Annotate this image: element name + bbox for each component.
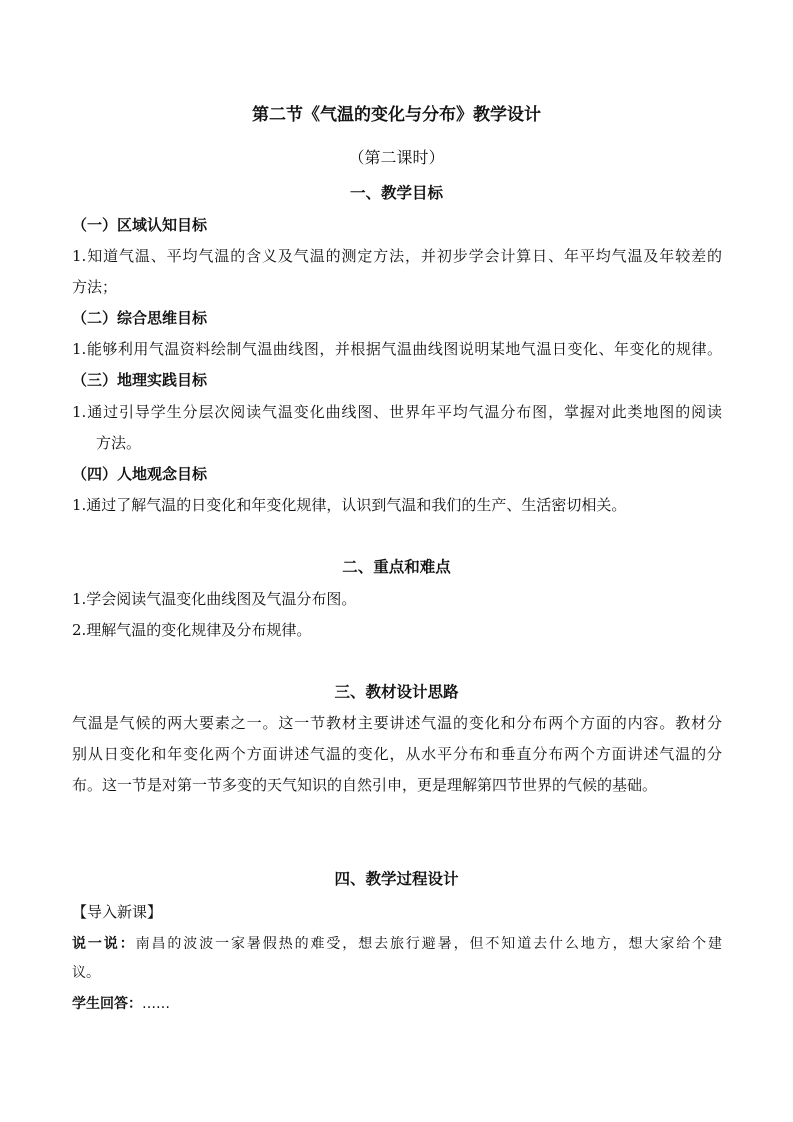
paragraph-line: 1.能够利用气温资料绘制气温曲线图，并根据气温曲线图说明某地气温日变化、年变化的规律。	[72, 340, 722, 358]
intro-label: 【导入新课】	[72, 903, 163, 921]
say-text: 南昌的波波一家暑假热的难受，想去旅行避暑，但不知道去什么地方，想大家给个建	[135, 936, 723, 952]
list-item: 2.理解气温的变化规律及分布规律。	[72, 621, 312, 639]
section-heading-process: 四、教学过程设计	[334, 869, 459, 888]
paragraph-line: 方法。	[96, 434, 142, 452]
say-paragraph-line	[72, 934, 722, 954]
say-lead: 说一说：	[72, 936, 136, 952]
subheading-geographic-practice: （三）地理实践目标	[72, 371, 208, 389]
paragraph-line: 1.通过引导学生分层次阅读气温变化曲线图、世界年平均气温分布图，掌握对此类地图的阅读	[72, 403, 722, 421]
document-title: 第二节《气温的变化与分布》教学设计	[252, 105, 541, 125]
answer-lead: 学生回答：	[72, 996, 142, 1012]
say-paragraph-line: 议。	[72, 965, 100, 981]
document-subtitle: （第二课时）	[348, 148, 445, 167]
paragraph-line: 1.知道气温、平均气温的含义及气温的测定方法，并初步学会计算日、年平均气温及年较差的	[72, 247, 722, 265]
list-item: 1.学会阅读气温变化曲线图及气温分布图。	[72, 590, 357, 608]
paragraph-line: 1.通过了解气温的日变化和年变化规律，认识到气温和我们的生产、生活密切相关。	[72, 496, 627, 514]
paragraph-line: 气温是气候的两大要素之一。这一节教材主要讲述气温的变化和分布两个方面的内容。教材分	[72, 714, 722, 732]
paragraph-line: 别从日变化和年变化两个方面讲述气温的变化，从水平分布和垂直分布两个方面讲述气温的分	[72, 745, 722, 763]
paragraph-line: 布。这一节是对第一节多变的天气知识的自然引申，更是理解第四节世界的气候的基础。	[72, 776, 658, 794]
section-heading-goals: 一、教学目标	[349, 183, 443, 202]
section-heading-key-points: 二、重点和难点	[342, 557, 451, 576]
subheading-comprehensive-thinking: （二）综合思维目标	[72, 309, 208, 327]
paragraph-line: 方法；	[72, 278, 118, 296]
subheading-human-land: （四）人地观念目标	[72, 465, 208, 483]
answer-line	[72, 994, 170, 1014]
answer-text: ……	[142, 996, 170, 1012]
section-heading-design-idea: 三、教材设计思路	[334, 682, 459, 701]
subheading-regional-cognition: （一）区域认知目标	[72, 216, 208, 234]
